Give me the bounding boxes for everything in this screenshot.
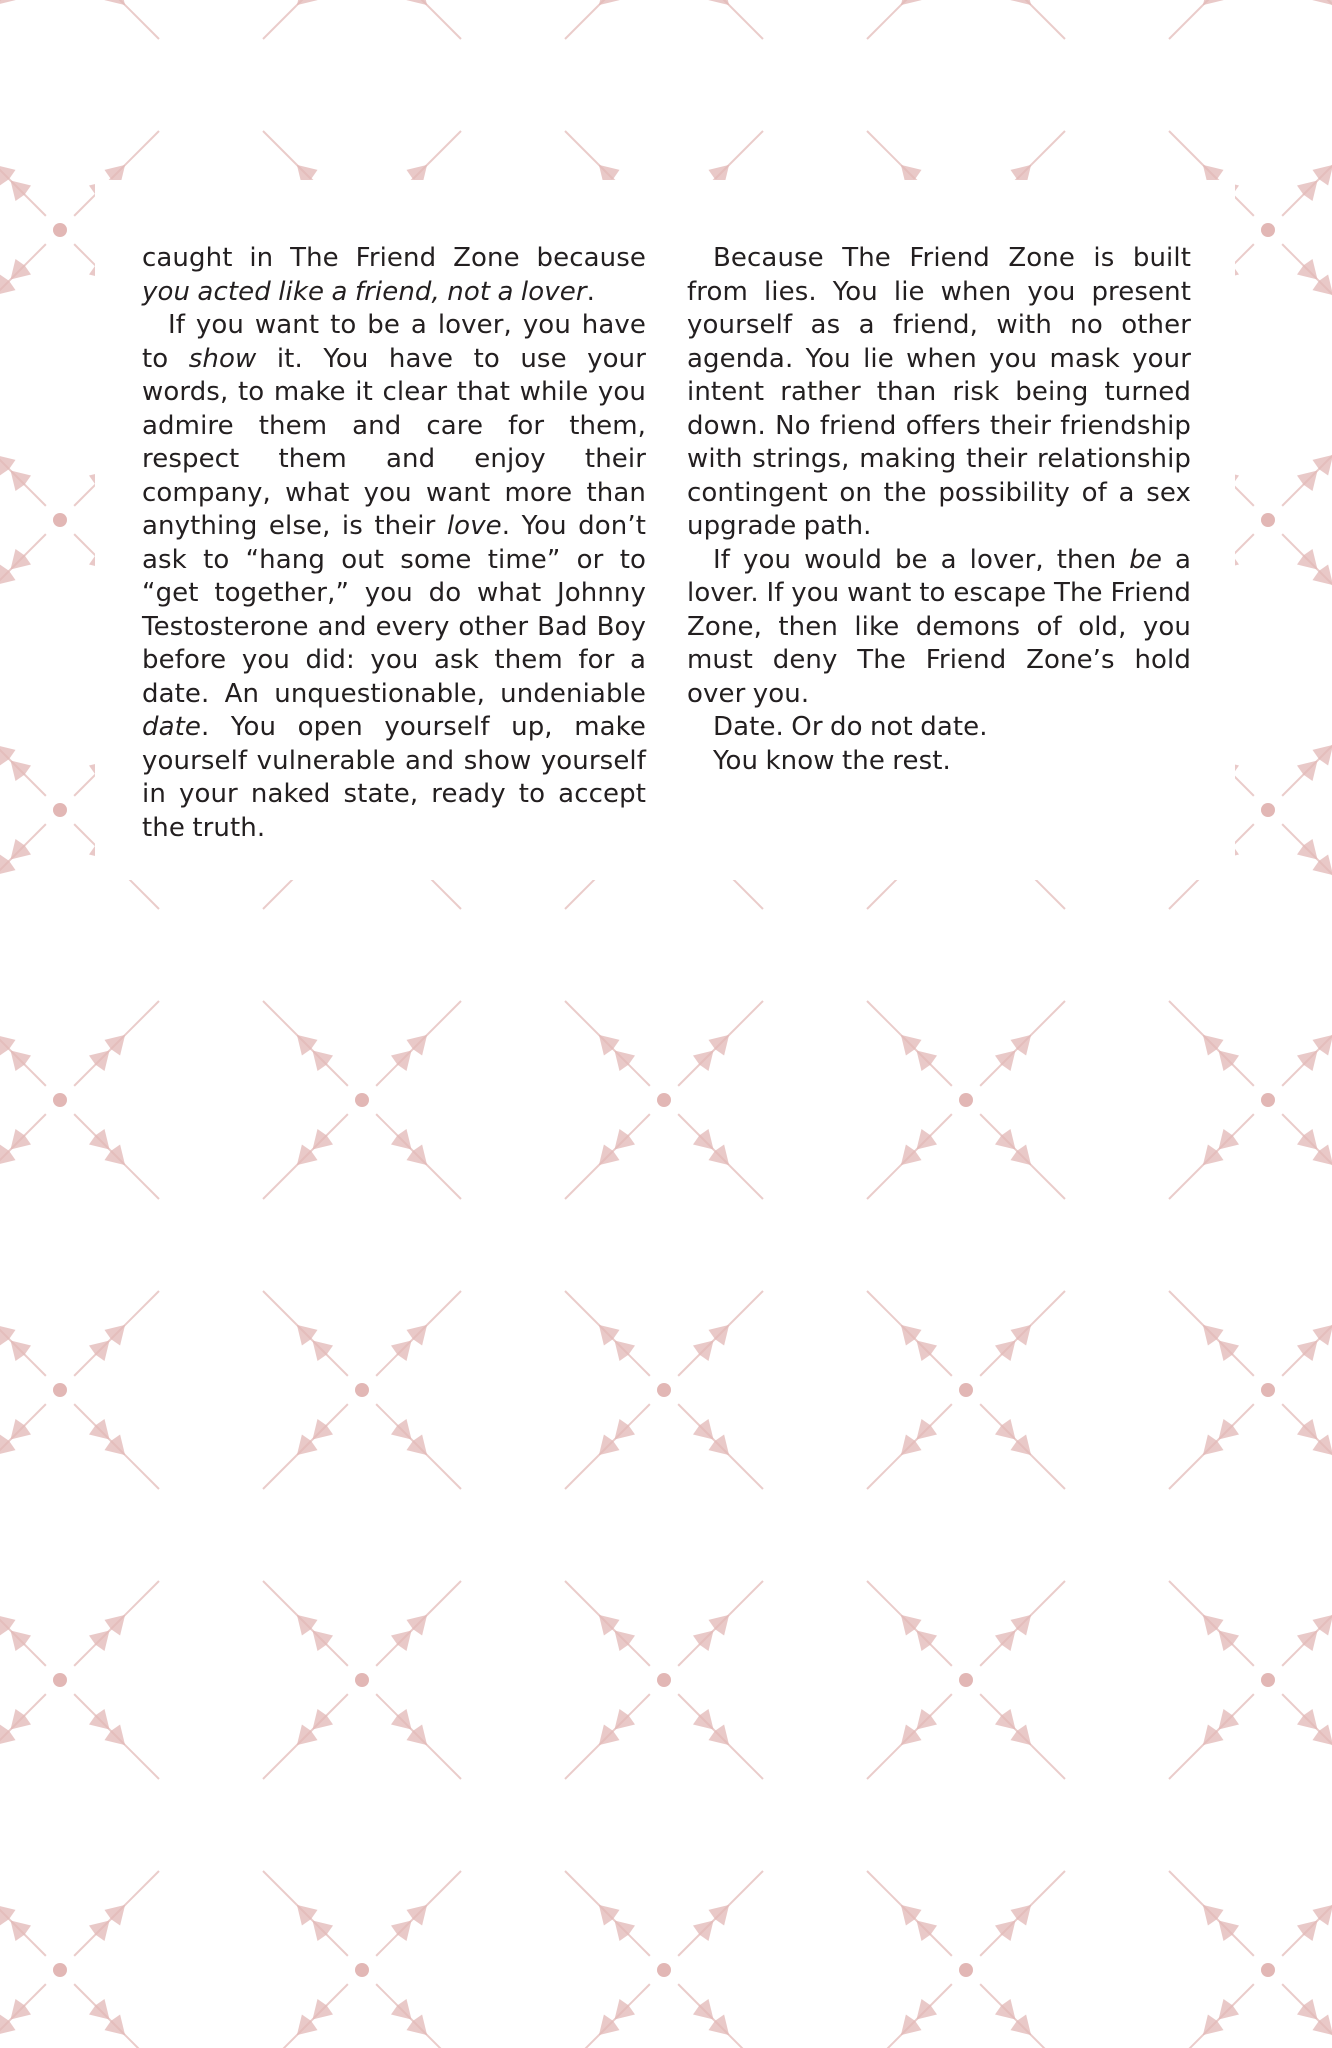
crossed-arrows-icon [565,1581,763,1779]
crossed-arrows-icon [263,1581,461,1779]
paragraph [687,544,1191,712]
center-dot [53,513,67,527]
right-column [687,242,1191,778]
crossed-arrows-icon [565,1291,763,1489]
text-run: If you want to be a lover, you have to [142,310,646,374]
center-dot [1261,803,1275,817]
emphasis: be [1129,544,1162,575]
crossed-arrows-icon [867,1871,1065,2048]
center-dot [1261,1963,1275,1977]
center-dot [657,1963,671,1977]
crossed-arrows-icon [867,1291,1065,1489]
left-column [142,242,646,845]
paragraph [142,242,646,309]
crossed-arrows-icon [0,0,159,39]
center-dot [959,1673,973,1687]
emphasis: love [446,511,502,541]
center-dot [1261,513,1275,527]
emphasis: you acted like a friend, not a lover [142,276,587,307]
center-dot [657,1673,671,1687]
center-dot [53,1673,67,1687]
paragraph: Because The Friend Zone is built from lies. You lie when you present yourself as a friend, with no other agenda. You lie when you mask your intent rather than risk being turned down. No friend offers their friendship with strings, making their relationship contingent on the possibility of a sex upgrade path. [687,243,1191,541]
crossed-arrows-icon [867,1001,1065,1199]
crossed-arrows-icon [0,1871,159,2048]
center-dot [355,1673,369,1687]
center-dot [1261,223,1275,237]
center-dot [355,1093,369,1107]
text-run: caught in The Friend Zone because [142,243,646,273]
center-dot [53,1963,67,1977]
emphasis: date [142,712,202,742]
center-dot [355,1963,369,1977]
center-dot [53,1383,67,1397]
center-dot [1261,1383,1275,1397]
text-run: . You don’t ask to “hang out some time” or to “get together,” you do what Johnny Testosterone and every other Bad Boy before you did: you ask them for a date. An unquestionable, undeniable [142,511,647,709]
paragraph: Date. Or do not date. [713,712,988,742]
text-panel [95,180,1235,880]
crossed-arrows-icon [1169,0,1332,39]
crossed-arrows-icon [1169,1001,1332,1199]
center-dot [959,1093,973,1107]
text-run: If you would be a lover, then [713,544,1130,575]
center-dot [53,223,67,237]
text-run: . [586,276,595,307]
center-dot [1261,1093,1275,1107]
crossed-arrows-icon [0,1001,159,1199]
text-run: it. You have to use your words, to make it clear that while you admire them and care for them, respect them and enjoy their company, what you want more than anything else, is their [142,343,646,541]
crossed-arrows-icon [1169,1871,1332,2048]
crossed-arrows-icon [565,1871,763,2048]
center-dot [53,803,67,817]
crossed-arrows-icon [867,0,1065,39]
crossed-arrows-icon [1169,1291,1332,1489]
paragraph [142,309,646,845]
text-run: . You open yourself up, make yourself vulnerable and show yourself in your naked state, ready to accept the truth. [142,712,646,843]
center-dot [53,1093,67,1107]
crossed-arrows-icon [0,1291,159,1489]
center-dot [657,1093,671,1107]
crossed-arrows-icon [263,1001,461,1199]
crossed-arrows-icon [867,1581,1065,1779]
crossed-arrows-icon [1169,1581,1332,1779]
emphasis: show [188,343,257,374]
center-dot [959,1383,973,1397]
crossed-arrows-icon [565,1001,763,1199]
crossed-arrows-icon [263,1291,461,1489]
crossed-arrows-icon [565,0,763,39]
center-dot [1261,1673,1275,1687]
crossed-arrows-icon [0,1581,159,1779]
center-dot [355,1383,369,1397]
center-dot [657,1383,671,1397]
text-run: a lover. If you want to escape The Friend Zone, then like demons of old, you must deny The Friend Zone’s hold over you. [687,544,1191,709]
crossed-arrows-icon [263,1871,461,2048]
paragraph: You know the rest. [713,745,951,776]
center-dot [959,1963,973,1977]
crossed-arrows-icon [263,0,461,39]
